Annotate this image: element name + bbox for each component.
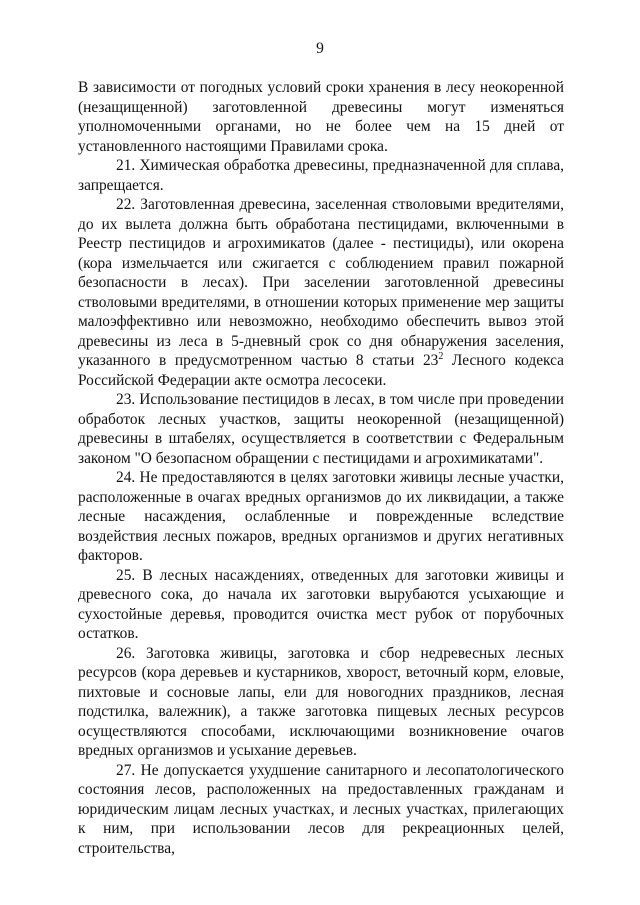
paragraph-25: 25. В лесных насаждениях, отведенных для заготовки живицы и древесного сока, до начала их заготовки вырубаются усыхающие и сухостойные деревья, проводится очистка мест рубок от порубочных остатков. (78, 566, 564, 642)
paragraph-22-tail: Лесного кодекса Российской Федерации акте осмотра лесосеки. (78, 352, 564, 389)
document-body (78, 78, 564, 858)
paragraph-22-text: 22. Заготовленная древесина, заселенная стволовыми вредителями, до их вылета должна быть обработана пестицидами, включенными в Реестр пестицидов и агрохимикатов (далее - пестициды), или окорена (кора измельчается или сжигается с соблюдением правил пожарной безопасности в лесах). При заселении заготовленной древесины стволовыми вредителями, в отношении которых применение мер защиты малоэффективно или невозможно, необходимо обеспечить вывоз этой древесины из леса в 5-дневный срок со дня обнаружения заселения, указанного в предусмотренном частью 8 статьи 23 (78, 196, 564, 369)
paragraph-20-continuation: В зависимости от погодных условий сроки хранения в лесу неокоренной (незащищенной) заготовленной древесины могут изменяться уполномоченными органами, но не более чем на 15 дней от установленного настоящими Правилами срока. (78, 79, 564, 155)
paragraph-27: 27. Не допускается ухудшение санитарного и лесопатологического состояния лесов, расположенных на предоставленных гражданам и юридическим лицам лесных участках, и лесных участках, прилегающих к ним, при использовании лесов для рекреационных целей, строительства, (78, 761, 564, 857)
paragraph-22 (78, 195, 564, 390)
paragraph-26: 26. Заготовка живицы, заготовка и сбор недревесных лесных ресурсов (кора деревьев и кустарников, хворост, веточный корм, еловые, пихтовые и сосновые лапы, ели для новогодних праздников, лесная подстилка, валежник), а также заготовка пищевых лесных ресурсов осуществляются способами, исключающими возникновение очагов вредных организмов и усыхание деревьев. (78, 644, 564, 759)
paragraph-23: 23. Использование пестицидов в лесах, в том числе при проведении обработок лесных участков, защиты неокоренной (незащищенной) древесины в штабелях, осуществляется в соответствии с Федеральным законом "О безопасном обращении с пестицидами и агрохимикатами". (78, 391, 564, 467)
article-superscript: 2 (438, 351, 444, 362)
paragraph-21: 21. Химическая обработка древесины, предназначенной для сплава, запрещается. (78, 157, 564, 194)
paragraph-24: 24. Не предоставляются в целях заготовки живицы лесные участки, расположенные в очагах вредных организмов до их ликвидации, а также лесные насаждения, ослабленные и поврежденные вследствие воздействия лесных пожаров, вредных организмов и других негативных факторов. (78, 469, 564, 564)
page-number: 9 (316, 40, 324, 57)
